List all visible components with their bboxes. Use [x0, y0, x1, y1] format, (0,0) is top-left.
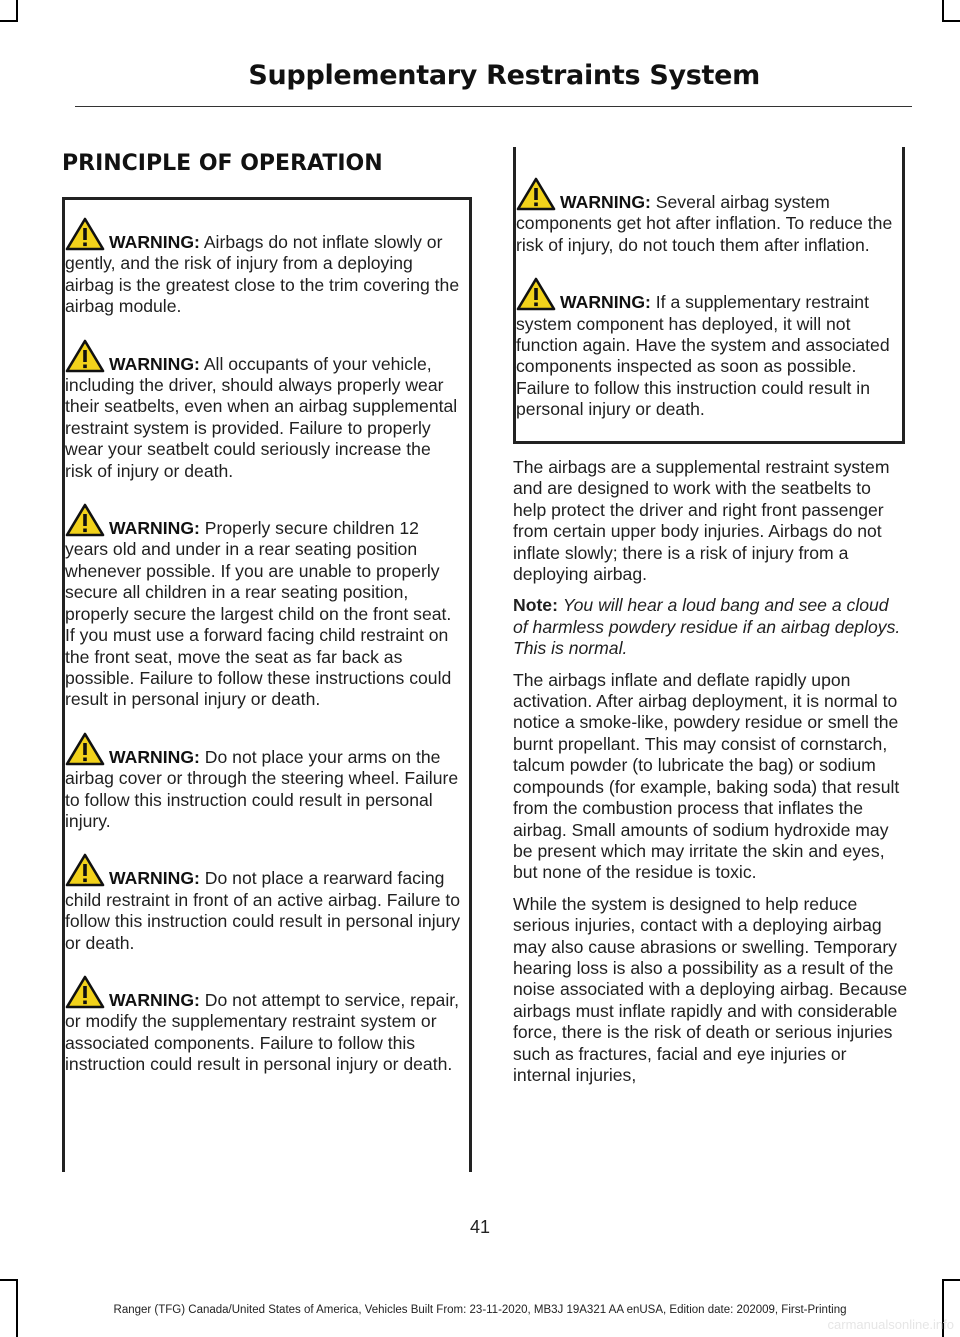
warning-text: Do not place your arms on the airbag cover or through the steering wheel. Failure to follow this instruction could result in personal injury.	[65, 746, 459, 831]
warning-item	[516, 277, 894, 420]
paragraph: The airbags inflate and deflate rapidly upon activation. After airbag deployment, it is normal to notice a smoke-like, powdery residue or smell the burnt propellant. This may consist of cornstarch, talcum powder (to lubricate the bag) or sodium compounds (for example, baking soda) that result from the combustion process that inflates the airbag. Small amounts of sodium hydroxide may be present which may irritate the skin and eyes, but none of the residue is toxic.	[513, 669, 900, 883]
page-header-title: Supplementary Restraints System	[248, 60, 760, 91]
crop-mark	[0, 20, 18, 22]
warning-triangle-icon	[516, 277, 556, 311]
warning-label: WARNING:	[109, 989, 200, 1010]
crop-mark	[942, 0, 944, 22]
warning-label: WARNING:	[109, 746, 200, 767]
body-text	[513, 457, 908, 1096]
section-title: PRINCIPLE OF OPERATION	[62, 151, 383, 176]
warning-triangle-icon	[65, 853, 105, 887]
paragraph: The airbags are a supplemental restraint system and are designed to work with the seatbelts to help protect the driver and right front passenger from certain upper body injuries. Airbags do not inflate slowly; there is a risk of injury from a deploying airbag.	[513, 457, 890, 585]
footer-text: Ranger (TFG) Canada/United States of America, Vehicles Built From: 23-11-2020, MB3J 19A321 AA enUSA, Edition date: 202009, First-Printing	[113, 1304, 847, 1316]
left-warning-box	[62, 197, 472, 1172]
warning-text: Do not attempt to service, repair, or modify the supplementary restraint system or associated components. Failure to follow this instruction could result in personal injury or death.	[65, 989, 460, 1075]
paragraph: While the system is designed to help reduce serious injuries, contact with a deploying airbag may also cause abrasions or swelling. Temporary hearing loss is also a possibility as a result of the noise associated with a deploying airbag. Because airbags must inflate rapidly and with considerable force, there is the risk of death or serious injuries such as fractures, facial and eye injuries or internal injuries,	[513, 893, 908, 1085]
warning-triangle-icon	[65, 732, 105, 766]
warning-item	[65, 503, 461, 711]
right-warning-box	[513, 147, 905, 444]
warning-item	[65, 975, 461, 1076]
warning-text: If a supplementary restraint system component has deployed, it will not function again. Have the system and associated components inspected as soon as possible. Failure to follow this instruction could result in personal injury or death.	[516, 292, 890, 420]
note-text: You will hear a loud bang and see a cloud of harmless powdery residue if an airbag deploys. This is normal.	[513, 595, 901, 659]
warning-triangle-icon	[65, 503, 105, 537]
warning-label: WARNING:	[109, 232, 200, 252]
warning-item	[516, 177, 894, 256]
warning-triangle-icon	[65, 975, 105, 1009]
warning-label: WARNING:	[109, 353, 200, 374]
warning-text: All occupants of your vehicle, including the driver, should always properly wear their seatbelts, even when an airbag supplemental restraint system is provided. Failure to properly wear your seatbelt could seriously increase the risk of injury or death.	[65, 353, 458, 481]
warning-label: WARNING:	[109, 518, 200, 539]
note	[513, 595, 908, 659]
warning-label: WARNING:	[560, 192, 651, 212]
warning-item	[65, 853, 461, 954]
watermark: carmanualsonline.info	[827, 1317, 954, 1332]
crop-mark	[942, 20, 960, 22]
warning-label: WARNING:	[109, 868, 200, 889]
crop-mark	[16, 0, 18, 22]
right-warning-list	[516, 177, 894, 421]
warning-triangle-icon	[65, 217, 105, 251]
warning-text: Several airbag system components get hot after inflation. To reduce the risk of injury, do not touch them after inflation.	[516, 192, 893, 255]
warning-text: Do not place a rearward facing child restraint in front of an active airbag. Failure to follow this instruction could result in personal injury or death.	[65, 868, 461, 953]
warning-text: Properly secure children 12 years old and under in a rear seating position whenever possible. If you are unable to properly secure all children in a rear seating position, properly secure the largest child on the front seat. If you must use a forward facing child restraint on the front seat, move the seat as far back as possible. Failure to follow these instructions could result in personal injury or death.	[65, 518, 452, 710]
warning-triangle-icon	[65, 339, 105, 373]
warning-text: Airbags do not inflate slowly or gently, and the risk of injury from a deploying airbag is the greatest close to the trim covering the airbag module.	[65, 232, 460, 317]
crop-mark	[0, 1279, 18, 1281]
header-divider	[75, 106, 912, 107]
warning-item	[65, 339, 461, 482]
warning-triangle-icon	[516, 177, 556, 211]
warning-label: WARNING:	[560, 292, 651, 313]
warning-item	[65, 732, 461, 833]
page-number: 41	[469, 1217, 491, 1237]
crop-mark	[942, 1279, 960, 1281]
left-warning-list	[65, 217, 461, 1076]
note-label: Note:	[513, 595, 558, 616]
warning-item	[65, 217, 461, 318]
